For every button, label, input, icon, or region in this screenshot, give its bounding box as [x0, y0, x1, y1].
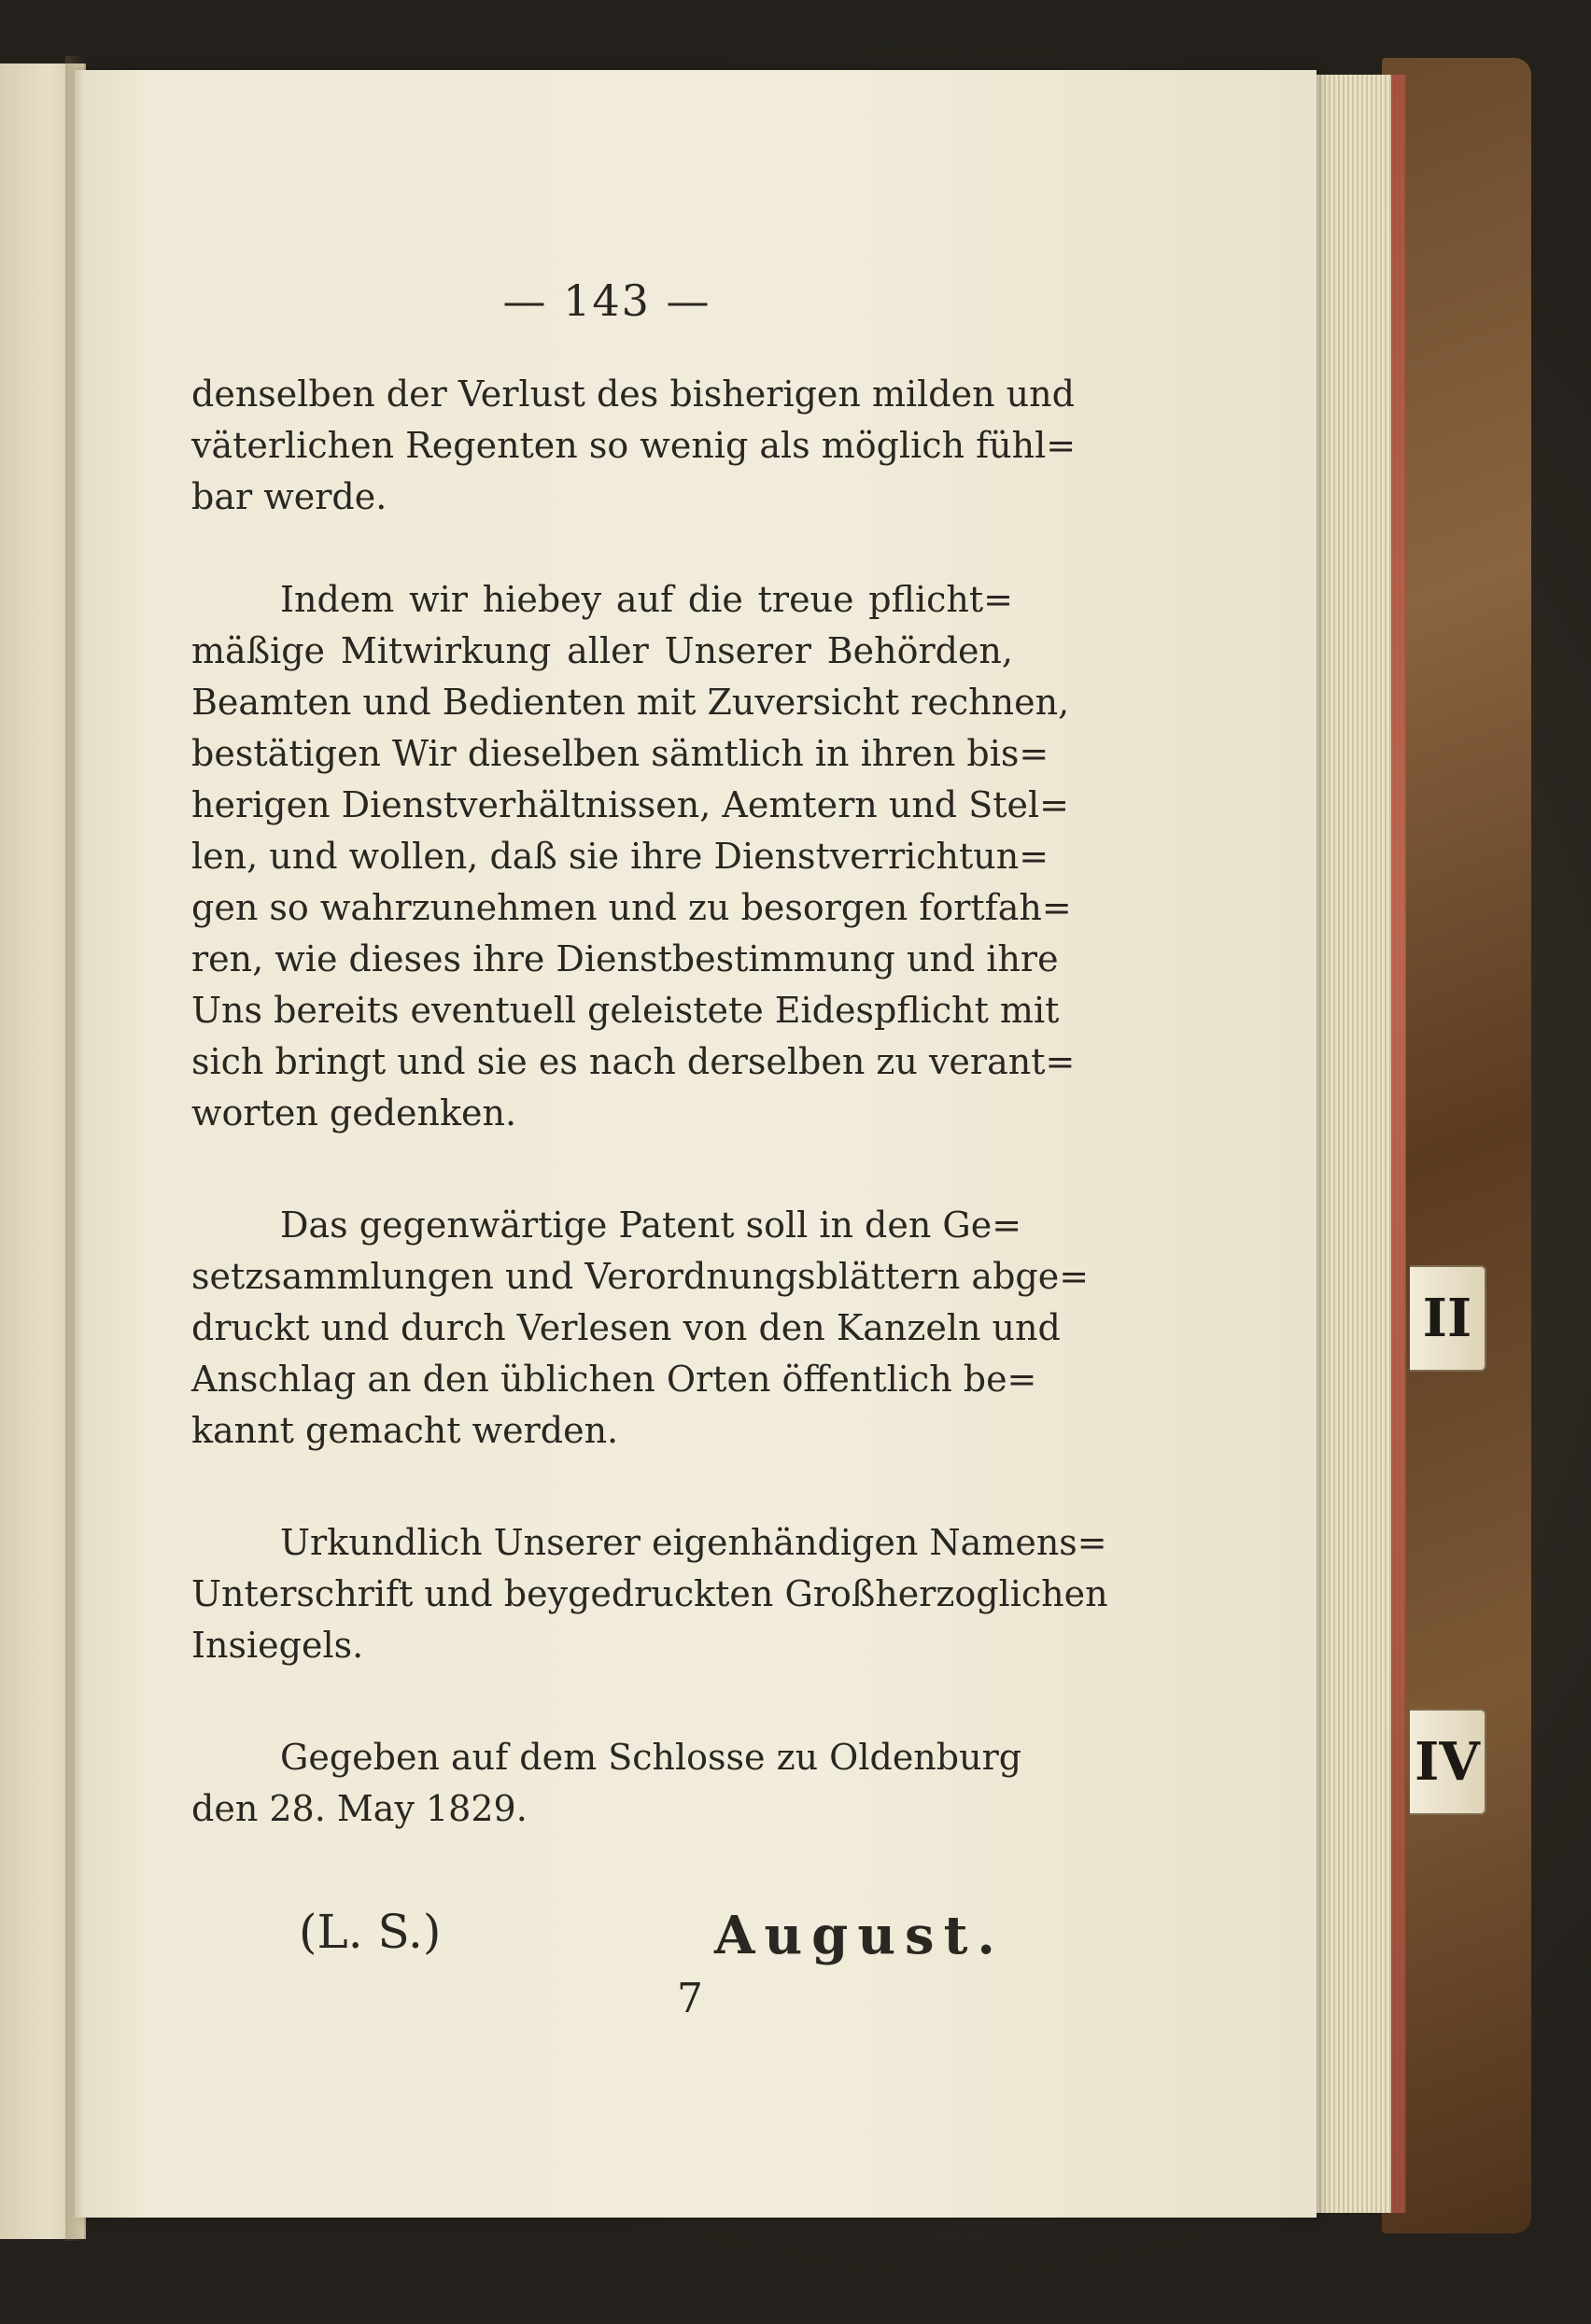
page-stack-edge [1302, 75, 1405, 2213]
text-line: Unterschrift und beygedruckten Großherzoglichen [191, 1573, 1108, 1614]
text-line: Beamten und Bedienten mit Zuversicht rechnen, [191, 682, 1070, 723]
text-line: Gegeben auf dem Schlosse zu Oldenburg [280, 1737, 1022, 1778]
text-line: Urkundlich Unserer eigenhändigen Namens= [280, 1522, 1107, 1563]
text-line: worten gedenken. [191, 1092, 517, 1134]
text-line: len, und wollen, daß sie ihre Dienstverrichtun= [191, 836, 1049, 877]
tab-label: IV [1415, 1731, 1480, 1793]
text-line: druckt und durch Verlesen von den Kanzeln und [191, 1307, 1061, 1348]
text-line: mäßige Mitwirkung aller Unserer Behörden, [191, 630, 1013, 671]
text-line: väterlichen Regenten so wenig als möglich fühl= [191, 425, 1077, 466]
text-line: sich bringt und sie es nach derselben zu verant= [191, 1041, 1076, 1082]
seal-mark: (L. S.) [299, 1905, 442, 1959]
text-line: Uns bereits eventuell geleistete Eidespflicht mit [191, 990, 1060, 1031]
text-line: denselben der Verlust des bisherigen milden und [191, 373, 1075, 415]
text-line: bar werde. [191, 476, 387, 517]
signature: August. [714, 1905, 1005, 1966]
text-line: herigen Dienstverhältnissen, Aemtern und Stel= [191, 784, 1069, 825]
text-line: gen so wahrzunehmen und zu besorgen fortfah= [191, 887, 1072, 928]
text-line: Insiegels. [191, 1625, 364, 1666]
text-line: kannt gemacht werden. [191, 1410, 619, 1451]
text-line: Das gegenwärtige Patent soll in den Ge= [280, 1204, 1022, 1246]
text-line: ren, wie dieses ihre Dienstbestimmung und ihre [191, 938, 1059, 979]
text-line: bestätigen Wir dieselben sämtlich in ihren bis= [191, 733, 1049, 774]
tab-label: II [1422, 1288, 1472, 1349]
text-line: setzsammlungen und Verordnungsblättern abge= [191, 1256, 1090, 1297]
red-page-edge [1391, 75, 1406, 2213]
text-line: Indem wir hiebey auf die treue pflicht= [280, 579, 1013, 620]
spine-gutter [65, 56, 84, 2241]
text-line: den 28. May 1829. [191, 1788, 528, 1829]
page-number-header: — 143 — [502, 275, 711, 326]
section-tab-ii[interactable] [1410, 1265, 1486, 1372]
section-tab-iv[interactable] [1410, 1709, 1486, 1815]
text-line: Anschlag an den üblichen Orten öffentlich be= [191, 1359, 1037, 1400]
signature-mark: 7 [677, 1975, 703, 2022]
